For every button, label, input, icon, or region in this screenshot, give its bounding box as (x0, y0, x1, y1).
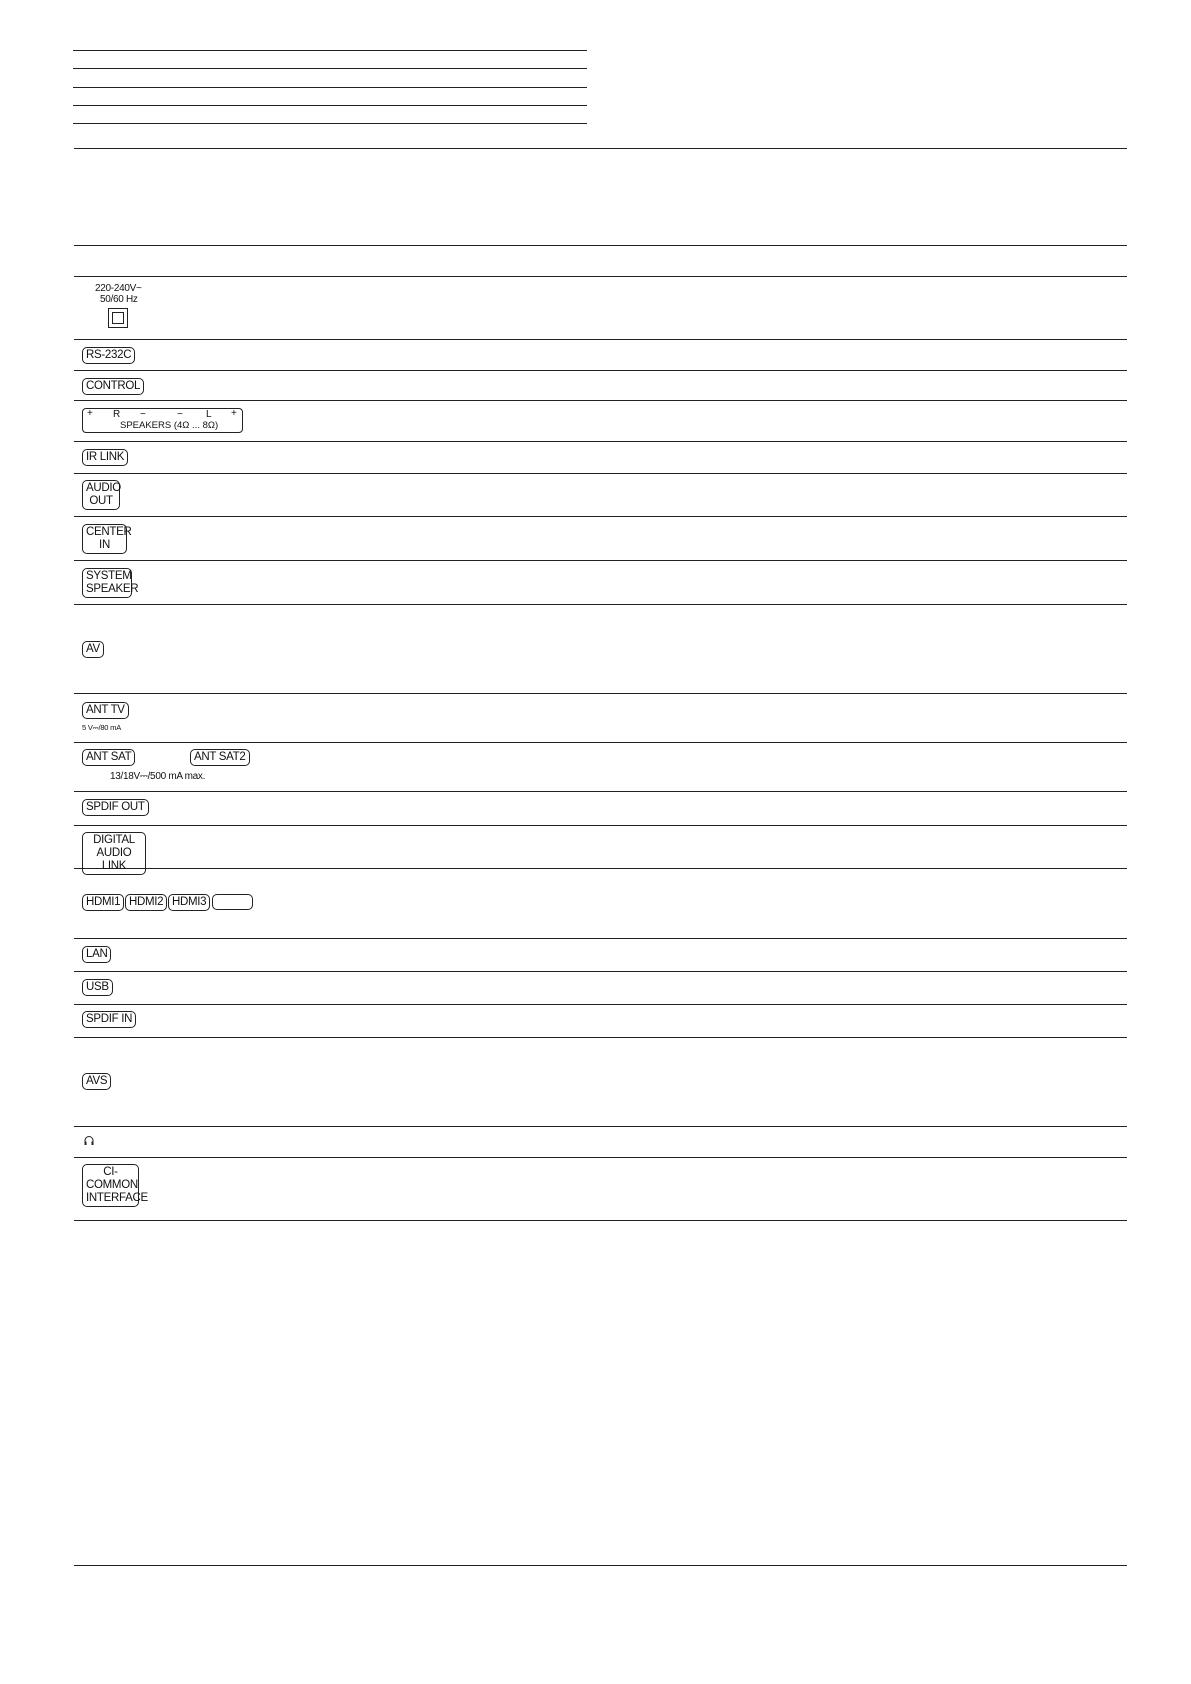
audio-out-label (82, 480, 120, 510)
digital-audio-link-line2: AUDIO LINK (96, 847, 132, 872)
speaker-plus-left: + (87, 408, 93, 419)
footer-rule (74, 1565, 1127, 1566)
spdif-in-label: SPDIF IN (82, 1011, 136, 1028)
table-rule (74, 868, 1127, 869)
table-rule (74, 938, 1127, 939)
header-rule-5 (73, 123, 587, 124)
table-rule (74, 825, 1127, 826)
header-rule-3 (73, 87, 587, 88)
table-rule (74, 971, 1127, 972)
ir-link-label: IR LINK (82, 449, 128, 466)
table-rule (74, 1220, 1127, 1221)
table-rule (74, 791, 1127, 792)
hdmi3-label: HDMI3 (168, 894, 210, 911)
hdmi4-label (212, 894, 253, 910)
ci-line1: CI- (103, 1166, 118, 1178)
header-rule-2 (73, 68, 587, 69)
header-rule-1 (73, 50, 587, 51)
audio-out-line1: AUDIO (86, 482, 121, 494)
table-rule (74, 1004, 1127, 1005)
ant-sat-label: ANT SAT (82, 749, 135, 766)
hdmi1-label: HDMI1 (82, 894, 124, 911)
speaker-plus-right: + (231, 408, 237, 419)
spdif-out-label: SPDIF OUT (82, 799, 149, 816)
table-rule (74, 742, 1127, 743)
avs-label: AVS (82, 1073, 111, 1090)
table-rule (74, 560, 1127, 561)
av-label: AV (82, 641, 104, 658)
table-rule (74, 339, 1127, 340)
table-rule (74, 604, 1127, 605)
ant-sat-rating: 13/18V⎓/500 mA max. (110, 771, 206, 782)
digital-audio-link-line1: DIGITAL (93, 834, 135, 846)
lan-label: LAN (82, 946, 111, 963)
table-rule (74, 276, 1127, 277)
table-rule (74, 370, 1127, 371)
speakers-caption: SPEAKERS (4Ω ... 8Ω) (120, 420, 219, 431)
class-ii-double-insulation-icon (108, 308, 128, 328)
table-rule (74, 245, 1127, 246)
ci-common-interface-label (82, 1164, 148, 1207)
table-rule (74, 1157, 1127, 1158)
audio-out-line2: OUT (89, 495, 113, 507)
table-rule (74, 1037, 1127, 1038)
ant-tv-rating: 5 V⎓/80 mA (82, 723, 122, 732)
hdmi2-label: HDMI2 (125, 894, 167, 911)
headphone-icon (83, 1135, 95, 1147)
ci-line2: COMMON (86, 1179, 138, 1191)
digital-audio-link-label (82, 832, 146, 875)
control-label: CONTROL (82, 378, 144, 395)
center-in-line1: CENTER (86, 526, 132, 538)
system-speaker-line1: SYSTEM (86, 570, 132, 582)
speaker-minus-left: − (177, 409, 183, 420)
speaker-minus-right: − (140, 409, 146, 420)
usb-label: USB (82, 979, 113, 996)
power-voltage: 220-240V~ (95, 283, 142, 294)
center-in-line2: IN (99, 539, 110, 551)
table-rule (74, 400, 1127, 401)
rs232c-label: RS-232C (82, 347, 135, 364)
ant-sat2-label: ANT SAT2 (190, 749, 250, 766)
power-frequency: 50/60 Hz (100, 294, 138, 305)
table-rule (74, 148, 1127, 149)
system-speaker-line2: SPEAKER (86, 583, 139, 595)
table-rule (74, 516, 1127, 517)
ant-tv-label: ANT TV (82, 702, 129, 719)
table-rule (74, 473, 1127, 474)
table-rule (74, 693, 1127, 694)
system-speaker-label (82, 568, 139, 598)
ci-line3: INTERFACE (86, 1192, 148, 1204)
speaker-l: L (206, 409, 212, 420)
center-in-label (82, 524, 132, 554)
header-rule-4 (73, 105, 587, 106)
table-rule (74, 441, 1127, 442)
table-rule (74, 1126, 1127, 1127)
speaker-r: R (113, 409, 121, 420)
